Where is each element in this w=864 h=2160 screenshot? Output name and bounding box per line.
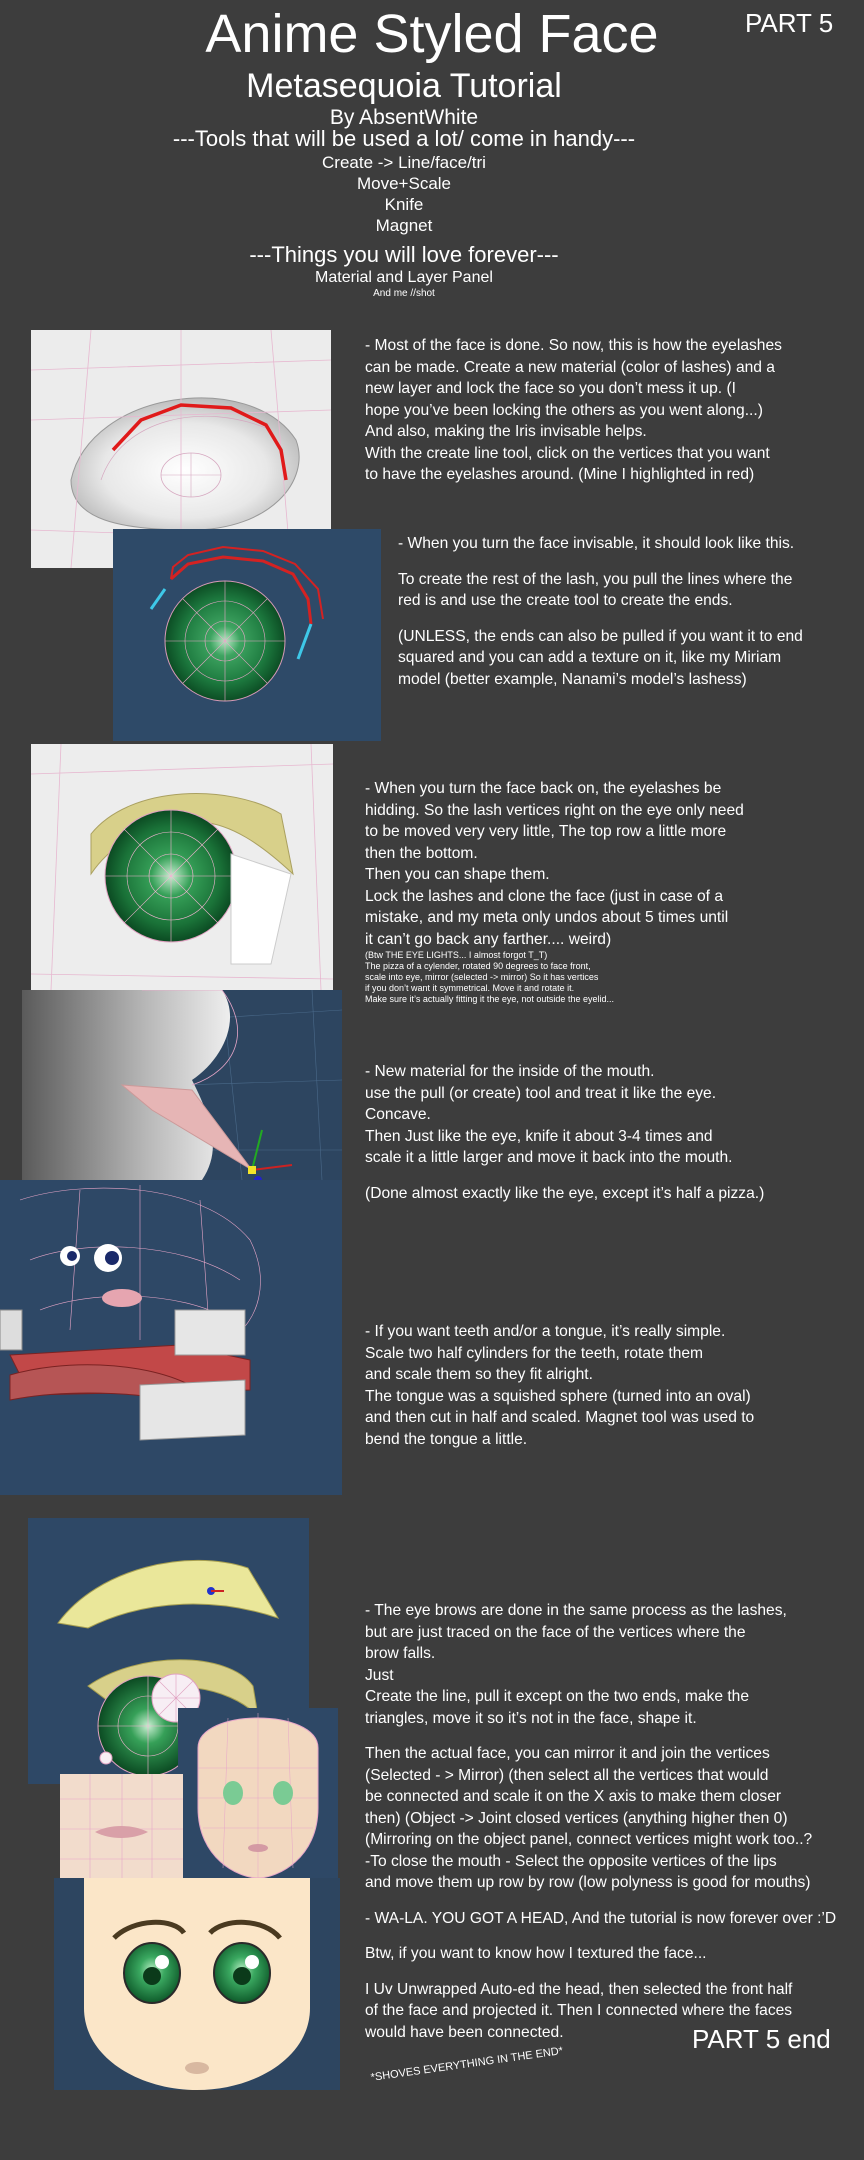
- text-spacer: [365, 1169, 805, 1183]
- text-line: - When you turn the face invisable, it should look like this.: [398, 535, 795, 552]
- note-line: Make sure it’s actually fitting it the eye, not outside the eyelid...: [365, 994, 614, 1004]
- text-line: Concave.: [365, 1106, 431, 1123]
- text-line: Then the actual face, you can mirror it and join the vertices: [365, 1745, 770, 1762]
- text-line: then) (Object -> Joint closed vertices (anything higher then 0): [365, 1809, 788, 1827]
- text-line: - Most of the face is done. So now, this is how the eyelashes: [365, 337, 782, 354]
- text-line: new layer and lock the face so you don’t mess it up. (I: [365, 380, 736, 397]
- text-line: - WA-LA. YOU GOT A HEAD, And the tutorial is now forever over :’D: [365, 1909, 837, 1927]
- text-line: Create the line, pull it except on the two ends, make the: [365, 1688, 750, 1705]
- text-line: (UNLESS, the ends can also be pulled if you want it to end: [398, 627, 803, 645]
- text-line: and scale them so they fit alright.: [365, 1366, 593, 1383]
- text-spacer: [365, 1894, 840, 1908]
- text-line: Btw, if you want to know how I textured the face...: [365, 1945, 707, 1962]
- note-line: The pizza of a cylender, rotated 90 degrees to face front,: [365, 961, 591, 971]
- text-spacer: [365, 1729, 840, 1743]
- section-teeth-tongue-text: [365, 1321, 805, 1450]
- part-end-label: PART 5 end: [692, 2024, 831, 2054]
- text-line: (Selected - > Mirror) (then select all the vertices that would: [365, 1766, 769, 1784]
- text-line: Lock the lashes and clone the face (just in case of a: [365, 887, 724, 905]
- text-line: mistake, and my meta only undos about 5 times until: [365, 909, 729, 926]
- text-line: brow falls.: [365, 1645, 436, 1662]
- text-line: - New material for the inside of the mouth.: [365, 1063, 655, 1080]
- text-line: (Mirroring on the object panel, connect vertices might work too..?: [365, 1831, 813, 1848]
- text-line: With the create line tool, click on the vertices that you want: [365, 444, 770, 462]
- text-spacer: [365, 1965, 840, 1979]
- note-line: scale into eye, mirror (selected -> mirror) So it has vertices: [365, 972, 599, 982]
- text-line: can be made. Create a new material (color of lashes) and a: [365, 358, 775, 376]
- text-line: - If you want teeth and/or a tongue, it’s really simple.: [365, 1323, 726, 1340]
- section-eyelashes-text: [365, 335, 825, 486]
- text-line: squared and you can add a texture on it, like my Miriam: [398, 649, 782, 666]
- page-subtitle: Metasequoia Tutorial: [246, 67, 562, 105]
- mouth-profile-render: [22, 990, 342, 1180]
- text-line: of the face and projected it. Then I connected where the faces: [365, 2002, 793, 2019]
- text-line: would have been connected.: [365, 2023, 564, 2041]
- text-spacer: [365, 1929, 840, 1943]
- text-line: The tongue was a squished sphere (turned into an oval): [365, 1387, 751, 1405]
- tool-item-move-scale: Move+Scale: [356, 174, 452, 193]
- shove-note: *SHOVES EVERYTHING IN THE END*: [370, 2045, 564, 2084]
- head-front-render: [178, 1708, 338, 1878]
- tool-item-create: Create -> Line/face/tri: [322, 153, 486, 172]
- iris-lash-render: [113, 529, 381, 741]
- text-line: -To close the mouth - Select the opposite vertices of the lips: [365, 1852, 777, 1870]
- love-heading: ---Things you will love forever---: [249, 242, 559, 267]
- text-line: then the bottom.: [365, 844, 478, 862]
- text-line: to be moved very very little, The top row a little more: [365, 823, 727, 840]
- text-line: - The eye brows are done in the same process as the lashes,: [365, 1602, 787, 1619]
- text-line: - When you turn the face back on, the eyelashes be: [365, 780, 722, 797]
- section-eyebrows-text: [365, 1600, 840, 2043]
- love-note: And me //shot: [373, 288, 435, 299]
- text-line: and move them up row by row (low polyness is good for mouths): [365, 1874, 811, 1891]
- text-line: hidding. So the lash vertices right on the eye only need: [365, 801, 744, 819]
- text-line: bend the tongue a little.: [365, 1430, 528, 1448]
- text-line: hope you’ve been locking the others as you went along...): [365, 401, 763, 419]
- section-invisible-face-text: [398, 533, 838, 690]
- text-spacer: [398, 612, 838, 626]
- mouth-closeup-render: [60, 1774, 183, 1883]
- text-line: triangles, move it so it’s not in the face, shape it.: [365, 1709, 697, 1727]
- text-line: Scale two half cylinders for the teeth, rotate them: [365, 1344, 704, 1362]
- text-line: be connected and scale it on the X axis to make them closer: [365, 1788, 782, 1805]
- text-line: scale it a little larger and move it back into the mouth.: [365, 1149, 733, 1166]
- text-line: I Uv Unwrapped Auto-ed the head, then selected the front half: [365, 1980, 793, 1998]
- text-line: Then you can shape them.: [365, 866, 550, 883]
- part-label: PART 5: [745, 8, 834, 38]
- text-line: To create the rest of the lash, you pull the lines where the: [398, 570, 793, 588]
- text-line: (Done almost exactly like the eye, except it’s half a pizza.): [365, 1184, 765, 1202]
- note-line: (Btw THE EYE LIGHTS... I almost forgot T_T): [365, 950, 548, 960]
- eyebrow-render: [28, 1518, 309, 1646]
- love-item: Material and Layer Panel: [315, 269, 493, 286]
- tool-item-knife: Knife: [384, 195, 424, 214]
- teeth-tongue-render: [0, 1180, 342, 1495]
- text-line: Just: [365, 1666, 394, 1684]
- tools-heading: ---Tools that will be used a lot/ come in handy---: [172, 126, 636, 151]
- page-title: Anime Styled Face: [205, 4, 659, 64]
- text-line: red is and use the create tool to create the ends.: [398, 592, 733, 609]
- author-credit: By AbsentWhite: [329, 106, 479, 129]
- section-face-back-on-text: [365, 778, 805, 1005]
- text-line: but are just traced on the face of the vertices where the: [365, 1623, 746, 1641]
- text-line: model (better example, Nanami’s model’s lashess): [398, 670, 747, 688]
- text-line: to have the eyelashes around. (Mine I highlighted in red): [365, 466, 755, 483]
- text-line: and then cut in half and scaled. Magnet tool was used to: [365, 1409, 755, 1426]
- text-line: And also, making the Iris invisable helps.: [365, 423, 647, 440]
- text-spacer: [398, 555, 838, 569]
- note-line: if you don’t want it symmetrical. Move it and rotate it.: [365, 983, 575, 993]
- final-face-render: [54, 1878, 340, 2090]
- text-line: it can’t go back any farther.... weird): [365, 930, 612, 948]
- text-line: Then Just like the eye, knife it about 3-4 times and: [365, 1127, 713, 1145]
- tool-item-magnet: Magnet: [375, 216, 433, 235]
- section-mouth-text: [365, 1061, 805, 1204]
- text-line: use the pull (or create) tool and treat it like the eye.: [365, 1084, 717, 1102]
- eye-with-lashes-render: [31, 744, 333, 990]
